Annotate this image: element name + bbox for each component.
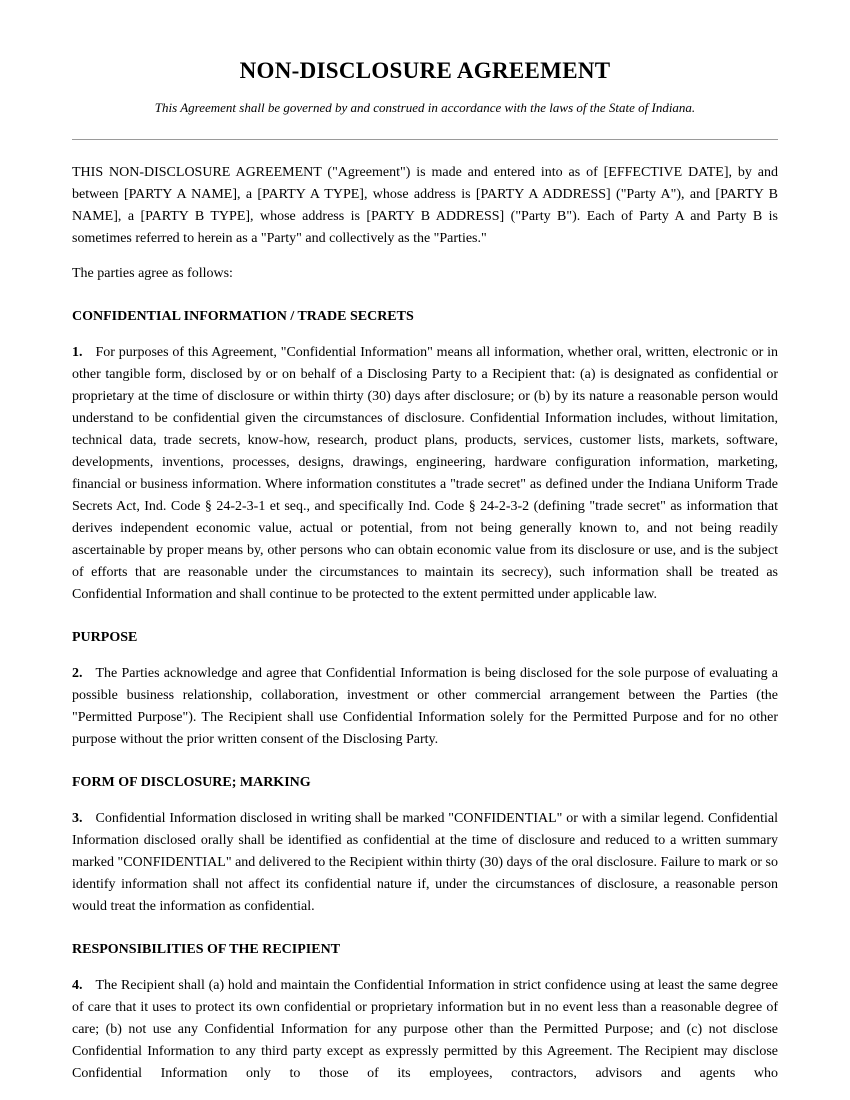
governing-law-subtitle: This Agreement shall be governed by and construed in accordance with the laws of the State of Indiana. xyxy=(154,100,696,115)
lead-in-line: The parties agree as follows: xyxy=(72,266,233,281)
clause-3-number: 3. xyxy=(72,811,83,826)
section-heading-responsibilities: RESPONSIBILITIES OF THE RECIPIENT xyxy=(72,942,341,957)
clause-1-text: For purposes of this Agreement, "Confidential Information" means all information, whether oral, written, electronic or in other tangible form, disclosed by or on behalf of a Disclosing Party to a Recipient that: (a) is designated as confidential or proprietary at the time of disclosure or within thirty (30) days after disclosure; or (b) by its nature a reasonable person would understand to be confidential given the circumstances of disclosure. Confidential Information includes, without limitation, technical data, trade secrets, know-how, research, product plans, products, services, customer lists, markets, software, developments, inventions, processes, designs, drawings, engineering, hardware configuration information, marketing, financial or business information. Where information constitutes a "trade secret" as defined under the Indiana Uniform Trade Secrets Act, Ind. Code § 24-2-3-1 et seq., and specifically Ind. Code § 24-2-3-2 (defining "trade secret" as information that derives independent economic value, actual or potential, from not being generally known to, and not being readily ascertainable by proper means by, other persons who can obtain economic value from its disclosure or use, and is the subject of efforts that are reasonable under the circumstances to maintain its secrecy), such information shall be treated as Confidential Information and shall continue to be protected to the extent permitted under applicable law. xyxy=(72,345,778,602)
section-heading-confidential-information: CONFIDENTIAL INFORMATION / TRADE SECRETS xyxy=(72,309,414,324)
clause-2-number: 2. xyxy=(72,666,83,681)
clause-4-text: The Recipient shall (a) hold and maintain the Confidential Information in strict confidence using at least the same degree of care that it uses to protect its own confidential or proprietary information but in no event less than a reasonable degree of care; (b) not use any Confidential Information for any purpose other than the Permitted Purpose; and (c) not disclose Confidential Information to any third party except as expressly permitted by this Agreement. The Recipient may disclose Confidential Information only to those of its employees, contractors, advisors and agents who xyxy=(72,978,778,1081)
section-heading-purpose: PURPOSE xyxy=(72,630,138,645)
clause-1-paragraph xyxy=(72,342,778,606)
clause-4-number: 4. xyxy=(72,978,83,993)
clause-3-paragraph xyxy=(72,808,778,918)
title-divider xyxy=(72,139,778,140)
document-title: NON-DISCLOSURE AGREEMENT xyxy=(239,58,611,83)
preamble-paragraph: THIS NON-DISCLOSURE AGREEMENT ("Agreement") is made and entered into as of [EFFECTIVE DATE], by and between [PARTY A NAME], a [PARTY A TYPE], whose address is [PARTY A ADDRESS] ("Party A"), and [PARTY B NAME], a [PARTY B TYPE], whose address is [PARTY B ADDRESS] ("Party B"). Each of Party A and Party B is sometimes referred to herein as a "Party" and collectively as the "Parties." xyxy=(72,165,778,246)
section-heading-form-of-disclosure: FORM OF DISCLOSURE; MARKING xyxy=(72,775,311,790)
clause-2-paragraph xyxy=(72,663,778,751)
clause-4-paragraph xyxy=(72,975,778,1085)
clause-1-number: 1. xyxy=(72,345,83,360)
clause-2-text: The Parties acknowledge and agree that Confidential Information is being disclosed for the sole purpose of evaluating a possible business relationship, collaboration, investment or other commercial arrangement between the Parties (the "Permitted Purpose"). The Recipient shall use Confidential Information solely for the Permitted Purpose and for no other purpose without the prior written consent of the Disclosing Party. xyxy=(72,666,778,747)
clause-3-text: Confidential Information disclosed in writing shall be marked "CONFIDENTIAL" or with a similar legend. Confidential Information disclosed orally shall be identified as confidential at the time of disclosure and reduced to a written summary marked "CONFIDENTIAL" and delivered to the Recipient within thirty (30) days of the oral disclosure. Failure to mark or so identify information shall not affect its confidential nature if, under the circumstances of disclosure, a reasonable person would treat the information as confidential. xyxy=(72,811,778,914)
